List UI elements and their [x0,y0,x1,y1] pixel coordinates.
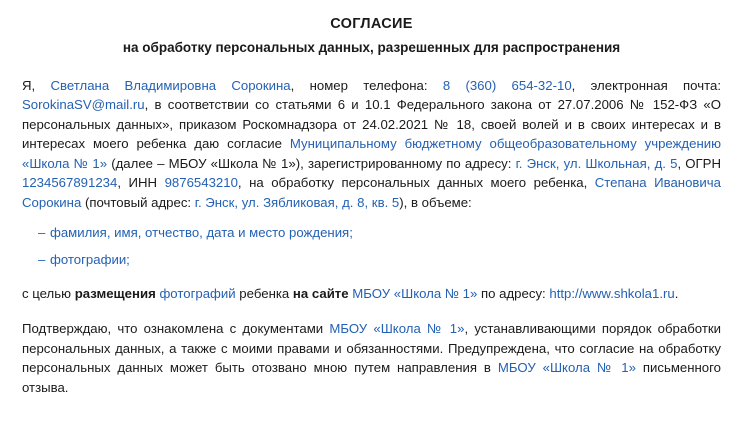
text-segment: Я, [22,77,51,93]
text-segment: , устанавливающими порядок обработки персональных данных, а также с моими правами и обязанностями. Предупреждена, что согласие на обработку персональных данных может быть отозвано мною путем направления в [22,321,722,376]
confirm-organization-1: МБОУ «Школа № 1» [329,321,465,337]
text-segment: с целью [22,285,75,301]
dash-bullet-icon: – [38,252,46,268]
organization-name: Муниципальному бюджетному общеобразовательному учреждению «Школа № 1» [22,136,722,171]
text-segment-bold: на сайте [292,285,349,301]
text-segment: (почтовый адрес: [81,194,195,210]
list-item-label: фотографии; [50,252,130,268]
text-segment: , электронная почта: [571,77,721,93]
ogrn-value: 1234567891234 [22,175,118,191]
text-segment: . [674,285,679,301]
text-segment-bold: размещения [74,285,160,301]
dash-bullet-icon: – [38,225,46,241]
data-scope-list [22,223,721,270]
text-segment: , ОГРН [677,155,721,171]
website-link[interactable]: http://www.shkola1.ru [549,285,675,301]
child-name: Степана Ивановича Сорокина [22,175,721,210]
text-segment: , на обработку персональных данных моего ребенка, [237,175,595,191]
declarant-name: Светлана Владимировна Сорокина [50,77,291,93]
page-title: СОГЛАСИЕ [330,16,413,32]
organization-address: г. Энск, ул. Школьная, д. 5 [515,155,678,171]
text-segment: ребенка [235,285,293,301]
list-item-label: фамилия, имя, отчество, дата и место рождения; [50,225,353,241]
text-segment: (далее – МБОУ «Школа № 1»), зарегистрированному по адресу: [107,155,516,171]
text-segment: , ИНН [117,175,165,191]
child-address: г. Энск, ул. Зябликовая, д. 8, кв. 5 [194,194,400,210]
text-segment: по адресу: [477,285,550,301]
confirm-organization-2: МБОУ «Школа № 1» [497,360,636,376]
list-item [22,250,721,270]
page-subtitle: на обработку персональных данных, разрешенных для распространения [122,40,621,56]
text-segment: , в соответствии со статьями 6 и 10.1 Федерального закона от 27.07.2006 № 152-ФЗ «О персональных данных», приказом Роскомнадзора от 24.02.2021 № 18, своей волей и в своих интересах и в интересах моего ребенка даю согласие [22,97,721,152]
purpose-paragraph [22,284,721,304]
email-address: SorokinaSV@mail.ru [22,97,145,113]
consent-main-paragraph [22,76,721,213]
text-segment: Подтверждаю, что ознакомлена с документами [22,321,330,337]
purpose-data-type: фотографий [159,285,236,301]
inn-value: 9876543210 [164,175,238,191]
list-item [22,223,721,243]
confirmation-paragraph [22,319,721,397]
text-segment: , номер телефона: [290,77,443,93]
text-segment: ), в объеме: [399,194,472,210]
phone-number: 8 (360) 654-32-10 [442,77,572,93]
purpose-organization: МБОУ «Школа № 1» [352,285,478,301]
document-title-block [22,14,721,58]
text-segment: письменного отзыва. [22,360,721,396]
